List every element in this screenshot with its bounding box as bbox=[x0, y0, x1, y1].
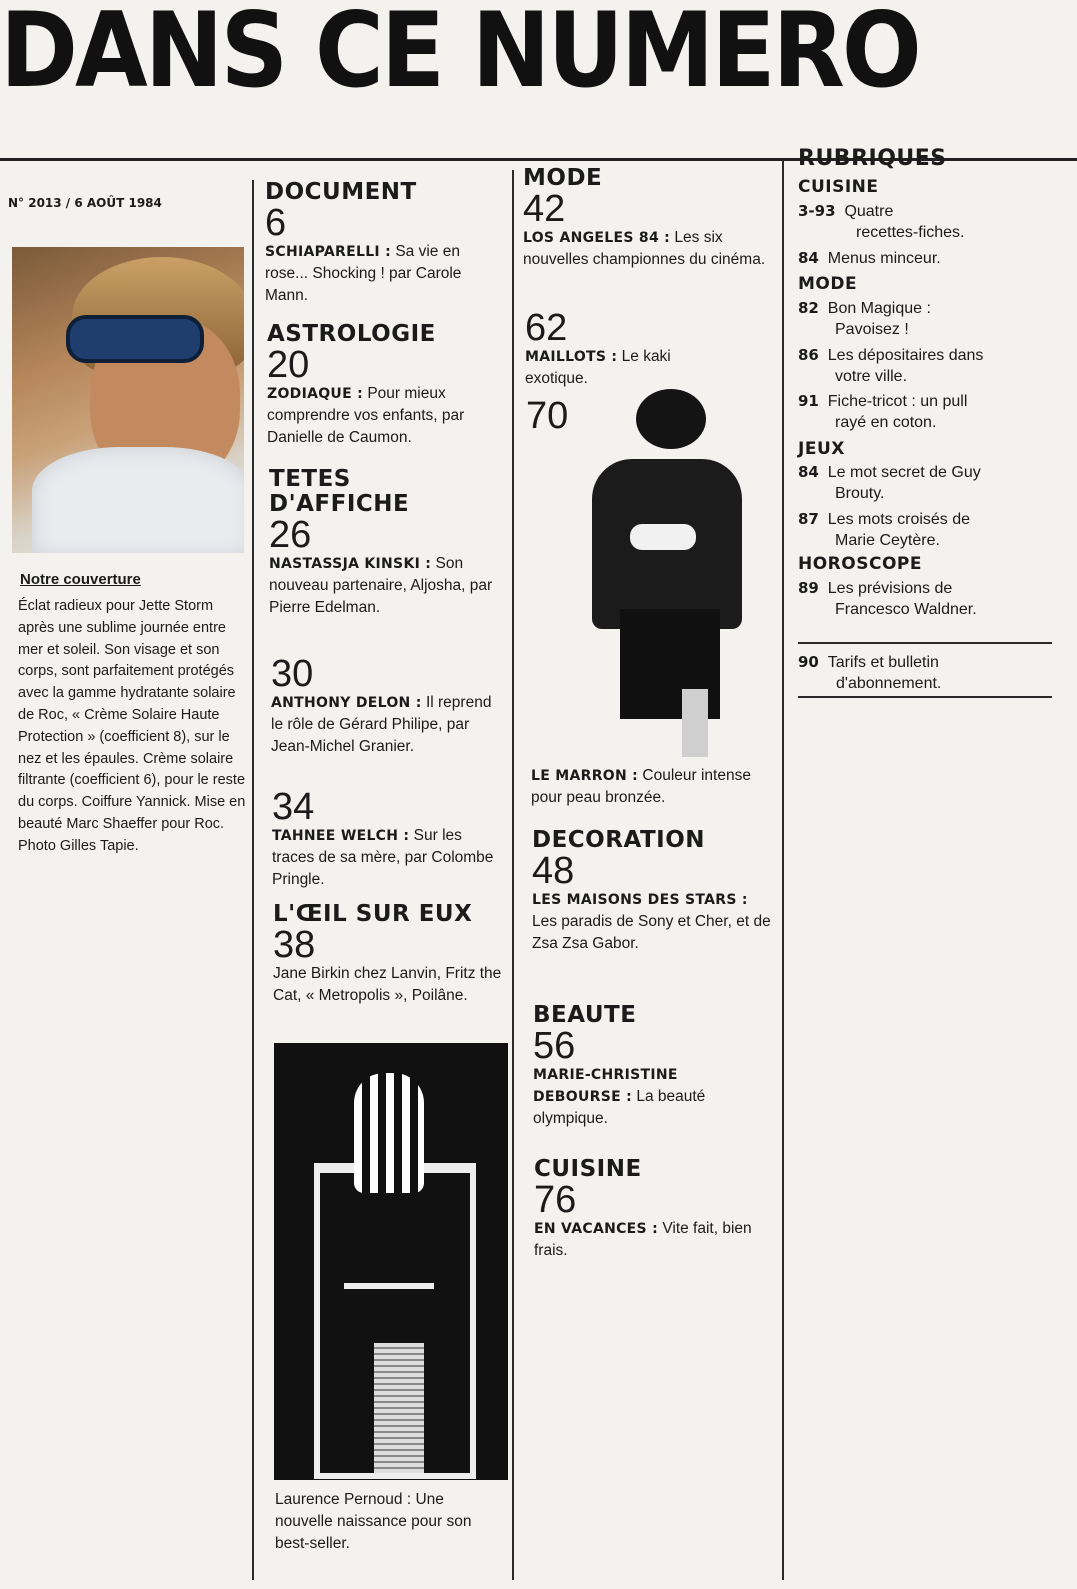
rubrique-text-cont: votre ville. bbox=[835, 368, 908, 385]
column-divider-1 bbox=[252, 180, 254, 1580]
cover-caption-text: Éclat radieux pour Jette Storm après une sublime journée entre mer et soleil. Son visage et son corps, sont parfaitement protégés avec la gamme hydratante solaire de Roc, « Crème Solaire Haute Protection » (coefficient 8), sur le nez et les épaules. Crème solaire filtrante (coefficient 6), pour le reste du corps. Coiffure Yannick. Mise en beauté Marc Shaeffer pour Roc. Photo Gilles Tapie. bbox=[18, 598, 246, 854]
cover-towel bbox=[32, 447, 244, 553]
cover-caption-heading: Notre couverture bbox=[20, 571, 141, 588]
entry-cuisine bbox=[534, 1157, 770, 1262]
entry-text bbox=[272, 825, 502, 891]
rubrique-text: Tarifs et bulletin bbox=[827, 654, 939, 671]
rubrique-row bbox=[798, 390, 967, 413]
rubrique-text-cont: d'abonnement. bbox=[836, 675, 942, 692]
entry-mode bbox=[523, 166, 773, 271]
rubrique-page: 90 bbox=[798, 653, 819, 671]
entry-lead: LOS ANGELES 84 : bbox=[523, 230, 671, 246]
rubrique-row bbox=[798, 461, 981, 484]
entry-lead: ANTHONY DELON : bbox=[271, 695, 422, 711]
rubrique-text: Menus minceur. bbox=[827, 250, 941, 267]
entry-body: Pour mieux comprendre vos enfants, par Danielle de Caumon. bbox=[267, 385, 465, 446]
page-number: 76 bbox=[534, 1179, 577, 1221]
rubrique-text: Le mot secret de Guy bbox=[827, 464, 981, 481]
rubrique-page: 91 bbox=[798, 392, 819, 410]
rubrique-row bbox=[798, 651, 939, 674]
page-number: 62 bbox=[525, 307, 568, 349]
rubrique-page: 82 bbox=[798, 299, 819, 317]
entry-text bbox=[532, 889, 772, 955]
page-number: 34 bbox=[272, 786, 315, 828]
entry-body: Couleur intense pour peau bronzée. bbox=[531, 767, 751, 806]
photo-woman bbox=[354, 1073, 424, 1193]
section-document: DOCUMENT bbox=[265, 179, 417, 205]
rubrique-row bbox=[798, 577, 952, 600]
rubrique-mode-head: MODE bbox=[798, 274, 858, 294]
page-number: 48 bbox=[532, 850, 575, 892]
section-cuisine: CUISINE bbox=[534, 1156, 642, 1182]
rubrique-row bbox=[798, 508, 970, 531]
cover-goggles bbox=[66, 315, 204, 363]
entry-lead: LES MAISONS DES STARS : bbox=[532, 892, 748, 908]
entry-text bbox=[534, 1218, 770, 1262]
rubrique-text: Bon Magique : bbox=[827, 300, 931, 317]
page-number: 20 bbox=[267, 344, 310, 386]
page-number: 6 bbox=[265, 202, 287, 244]
rubrique-row bbox=[798, 247, 941, 270]
rubrique-row bbox=[798, 344, 983, 367]
page-number: 38 bbox=[273, 924, 316, 966]
entry-lead: NASTASSJA KINSKI : bbox=[269, 556, 432, 572]
caption-lead: Laurence Pernoud : bbox=[275, 1491, 412, 1508]
section-affiche: D'AFFICHE bbox=[269, 491, 410, 517]
entry-body: Vite fait, bien frais. bbox=[534, 1220, 752, 1259]
entry-welch bbox=[272, 786, 502, 891]
entry-text bbox=[269, 553, 509, 619]
cover-photo bbox=[12, 247, 244, 553]
section-beaute: BEAUTE bbox=[533, 1002, 637, 1028]
entry-body: Son nouveau partenaire, Aljosha, par Pierre Edelman. bbox=[269, 555, 493, 616]
rubrique-page: 3-93 bbox=[798, 202, 836, 220]
rubrique-jeux-head: JEUX bbox=[798, 439, 845, 459]
rubrique-text: Fiche-tricot : un pull bbox=[827, 393, 968, 410]
rubrique-page: 86 bbox=[798, 346, 819, 364]
rubrique-text: Les dépositaires dans bbox=[827, 347, 984, 364]
entry-text bbox=[533, 1064, 763, 1130]
rubrique-page: 89 bbox=[798, 579, 819, 597]
rubrique-horoscope-head: HOROSCOPE bbox=[798, 554, 922, 574]
rubrique-cuisine-head: CUISINE bbox=[798, 177, 879, 197]
entry-delon bbox=[271, 653, 501, 758]
entry-tetes-affiche bbox=[269, 467, 509, 619]
rubrique-row bbox=[798, 200, 893, 223]
entry-body: Les six nouvelles championnes du cinéma. bbox=[523, 229, 766, 268]
entry-text bbox=[271, 692, 501, 758]
rubrique-page: 87 bbox=[798, 510, 819, 528]
entry-lead: MAILLOTS : bbox=[525, 349, 618, 365]
rubrique-row bbox=[798, 297, 931, 320]
entry-oeil bbox=[273, 902, 505, 1007]
rubrique-text-cont: Pavoisez ! bbox=[835, 321, 909, 338]
entry-text bbox=[267, 383, 507, 449]
model-leg bbox=[682, 689, 708, 757]
column-divider-3 bbox=[782, 160, 784, 1580]
rubrique-text: Quatre bbox=[844, 203, 894, 220]
photo-books bbox=[374, 1343, 424, 1473]
entry-astrologie bbox=[267, 322, 507, 449]
rubrique-text-cont: Francesco Waldner. bbox=[835, 601, 977, 618]
entry-body: Sa vie en rose... Shocking ! par Carole Mann. bbox=[265, 243, 462, 304]
rubrique-text: Les prévisions de bbox=[827, 580, 953, 597]
rubrique-text-cont: rayé en coton. bbox=[835, 414, 937, 431]
rubrique-text-cont: recettes-fiches. bbox=[856, 224, 965, 241]
entry-lead: TAHNEE WELCH : bbox=[272, 828, 410, 844]
entry-lead: MARIE-CHRISTINE DEBOURSE : bbox=[533, 1067, 678, 1105]
entry-beaute bbox=[533, 1003, 763, 1130]
rubriques-title: RUBRIQUES bbox=[798, 146, 947, 171]
entry-body: Sur les traces de sa mère, par Colombe Pringle. bbox=[272, 827, 494, 888]
entry-body: Le kaki exotique. bbox=[525, 348, 671, 387]
photo-chair-rung bbox=[344, 1283, 434, 1289]
entry-lead: ZODIAQUE : bbox=[267, 386, 364, 402]
page-number: 56 bbox=[533, 1025, 576, 1067]
section-tetes: TETES bbox=[269, 466, 351, 492]
entry-lead: LE MARRON : bbox=[531, 768, 639, 784]
page-number: 42 bbox=[523, 188, 566, 230]
entry-body: Les paradis de Sony et Cher, et de Zsa Zsa Gabor. bbox=[532, 913, 771, 952]
column-divider-2 bbox=[512, 170, 514, 1580]
photo-caption bbox=[275, 1489, 505, 1555]
section-decoration: DECORATION bbox=[532, 827, 706, 853]
page-number: 26 bbox=[269, 514, 312, 556]
rubrique-text: Les mots croisés de bbox=[827, 511, 971, 528]
entry-text bbox=[265, 241, 505, 307]
chair-photo bbox=[274, 1043, 508, 1480]
entry-lead: EN VACANCES : bbox=[534, 1221, 658, 1237]
section-astrologie: ASTROLOGIE bbox=[267, 321, 436, 347]
rubrique-page: 84 bbox=[798, 249, 819, 267]
tarifs-rule-bottom bbox=[798, 696, 1052, 698]
entry-marron bbox=[531, 765, 771, 809]
page-title: DANS CE NUMERO bbox=[0, 0, 919, 112]
caption-body: Une nouvelle naissance pour son best-seller. bbox=[275, 1491, 472, 1552]
rubrique-text-cont: Brouty. bbox=[835, 485, 885, 502]
entry-body: La beauté olympique. bbox=[533, 1088, 706, 1127]
model-hair bbox=[636, 389, 706, 449]
rubrique-page: 84 bbox=[798, 463, 819, 481]
entry-body: Jane Birkin chez Lanvin, Fritz the Cat, « Metropolis », Poilâne. bbox=[273, 965, 502, 1004]
page-number-marron: 70 bbox=[526, 395, 569, 437]
entry-body: Il reprend le rôle de Gérard Philipe, par Jean-Michel Granier. bbox=[271, 694, 492, 755]
model-top bbox=[630, 524, 696, 550]
tarifs-rule-top bbox=[798, 642, 1052, 644]
section-oeil: L'ŒIL SUR EUX bbox=[273, 901, 473, 927]
page-number: 30 bbox=[271, 653, 314, 695]
entry-decoration bbox=[532, 828, 772, 955]
entry-text bbox=[525, 346, 725, 390]
entry-maillots bbox=[525, 307, 725, 390]
entry-lead: SCHIAPARELLI : bbox=[265, 244, 391, 260]
rubrique-text-cont: Marie Ceytère. bbox=[835, 532, 940, 549]
model-photo bbox=[572, 389, 770, 757]
entry-text bbox=[523, 227, 773, 271]
entry-document bbox=[265, 180, 505, 307]
issue-number: N° 2013 / 6 AOÛT 1984 bbox=[8, 196, 162, 210]
section-mode: MODE bbox=[523, 165, 603, 191]
